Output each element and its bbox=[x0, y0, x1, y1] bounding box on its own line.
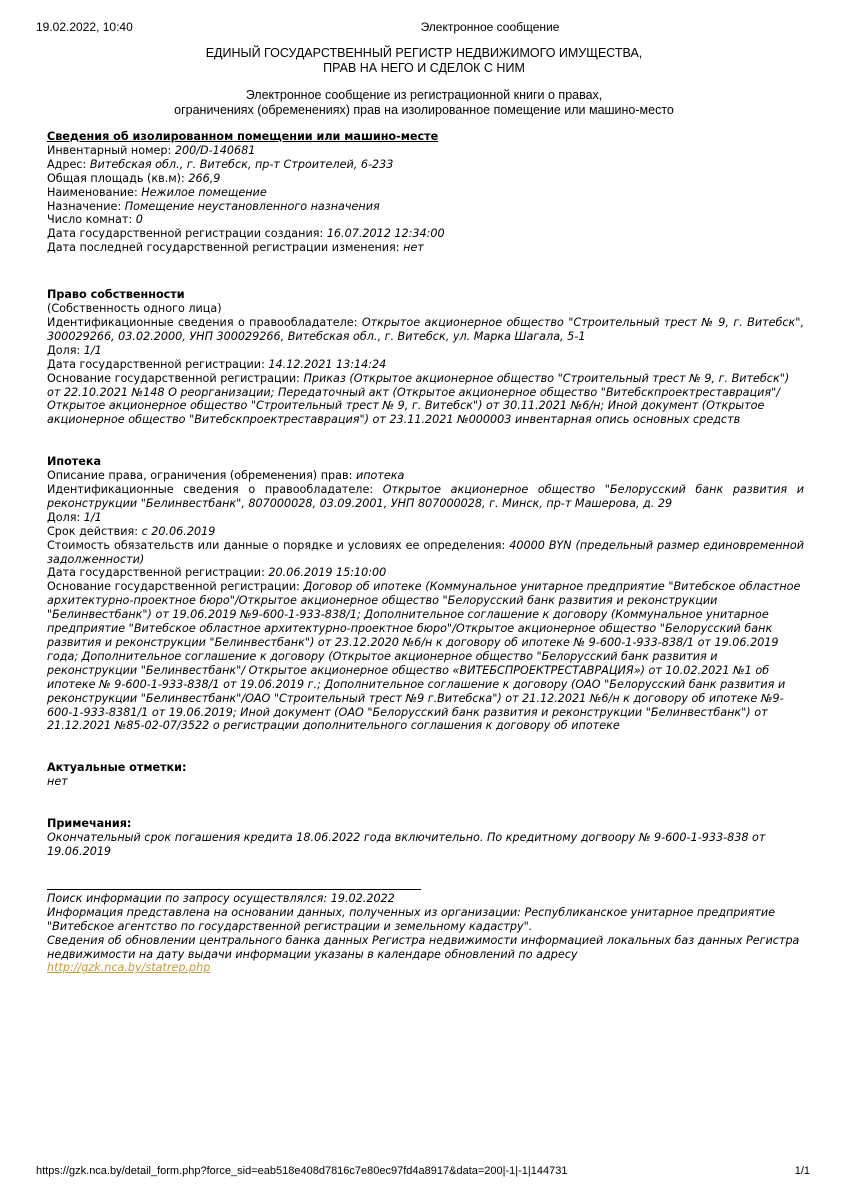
field-value: нет bbox=[403, 241, 424, 255]
field-label: Стоимость обязательств или данные о порядке и условиях ее определения: bbox=[47, 538, 510, 552]
document-title-line: ЕДИНЫЙ ГОСУДАРСТВЕННЫЙ РЕГИСТР НЕДВИЖИМОГО ИМУЩЕСТВА, bbox=[205, 46, 643, 60]
property-fields bbox=[47, 144, 804, 255]
current-marks-section bbox=[47, 761, 804, 789]
field-row bbox=[47, 525, 804, 539]
field-row bbox=[47, 511, 804, 525]
field-row bbox=[47, 186, 804, 200]
footer-section bbox=[47, 892, 804, 975]
field-row bbox=[47, 539, 804, 567]
field-value: ипотека bbox=[355, 469, 405, 483]
field-value: Договор об ипотеке (Коммунальное унитарное предприятие "Витебское областное архитектурно-проектное бюро"/Открытое акционерное общество "Белорусский банк развития и реконструкции "Белинвестбанк") от 19.06.2019 №9-600-1-933-838/1; Дополнительное соглашение к договору (Коммунальное унитарное предприятие "Витебское областное архитектурно-проектное бюро"/Открытое акционерное общество "Белорусский банк развития и реконструкции "Белинвестбанк") от 23.12.2020 №6/н к договору об ипотеке № 9-600-1-933-838/1 от 19.06.2019 года; Дополнительное соглашение к договору (Открытое акционерное общество "Белорусский банк развития и реконструкции "Белинвестбанк"/ Открытое акционерное общество «ВИТЕБСПРОЕКТРЕСТАВРАЦИЯ») от 10.02.2021 №1 об ипотеке № 9-600-1-933-838/1 от 19.06.2019 г.; Дополнительное соглашение к договору (ОАО "Белорусский банк развития и реконструкции "Белинвестбанк"/ОАО "Строительный трест №9 г.Витебска") от 21.12.2021 №6/н к договору об ипотеке №9-600-1-933-8381/1 от 19.06.2019; Иной документ (ОАО "Белорусский банк развития и реконструкции "Белинвестбанк") от 21.12.2021 №85-02-07/3522 о регистрации дополнительного соглашения к договору об ипотеке bbox=[47, 580, 801, 733]
field-row bbox=[47, 344, 804, 358]
current-marks-value: нет bbox=[47, 775, 68, 789]
field-row bbox=[47, 358, 804, 372]
ownership-section bbox=[47, 288, 804, 427]
field-row bbox=[47, 372, 804, 428]
document-subtitle bbox=[0, 88, 848, 118]
field-row bbox=[47, 227, 804, 241]
field-value: 1/1 bbox=[83, 343, 102, 357]
ownership-fields bbox=[47, 316, 804, 427]
field-row bbox=[47, 144, 804, 158]
statrep-link[interactable]: http://gzk.nca.by/statrep.php bbox=[47, 961, 211, 975]
field-row bbox=[47, 469, 804, 483]
current-marks-heading: Актуальные отметки: bbox=[47, 761, 187, 775]
field-row bbox=[47, 566, 804, 580]
field-label: Общая площадь (кв.м): bbox=[47, 171, 189, 185]
mortgage-heading: Ипотека bbox=[47, 455, 101, 469]
field-value: 0 bbox=[135, 213, 143, 227]
field-label: Описание права, ограничения (обременения) прав: bbox=[47, 469, 356, 483]
field-label: Дата последней государственной регистрации изменения: bbox=[47, 241, 404, 255]
field-value: 20.06.2019 15:10:00 bbox=[268, 566, 387, 580]
field-label: Адрес: bbox=[47, 157, 90, 171]
field-value: 1/1 bbox=[83, 510, 102, 524]
field-value: 14.12.2021 13:14:24 bbox=[268, 357, 387, 371]
field-label: Дата государственной регистрации: bbox=[47, 566, 269, 580]
field-value: 16.07.2012 12:34:00 bbox=[326, 227, 445, 241]
footer-search-date: Поиск информации по запросу осуществлялся: 19.02.2022 bbox=[47, 891, 395, 905]
field-value: Нежилое помещение bbox=[141, 185, 267, 199]
field-row bbox=[47, 580, 804, 733]
field-row bbox=[47, 316, 804, 344]
field-value: Витебская обл., г. Витебск, пр-т Строителей, 6-233 bbox=[89, 157, 394, 171]
document-title-line: ПРАВ НА НЕГО И СДЕЛОК С НИМ bbox=[323, 61, 525, 75]
field-value: Помещение неустановленного назначения bbox=[124, 199, 380, 213]
notes-section bbox=[47, 817, 804, 859]
print-title: Электронное сообщение bbox=[420, 20, 560, 34]
field-label: Основание государственной регистрации: bbox=[47, 580, 304, 594]
field-label: Число комнат: bbox=[47, 213, 136, 227]
field-row bbox=[47, 483, 804, 511]
document-body bbox=[47, 130, 804, 975]
ownership-heading: Право собственности bbox=[47, 288, 185, 302]
print-page-number: 1/1 bbox=[794, 1165, 810, 1177]
footer-update-info: Сведения об обновлении центрального банка данных Регистра недвижимости информацией локальных баз данных Регистра недвижимости на дату выдачи информации указаны в календаре обновлений по адресу bbox=[47, 933, 800, 961]
footer-source: Информация представлена на основании данных, полученных из организации: Республиканское унитарное предприятие "Витебское агентство по государственной регистрации и земельному кадастру". bbox=[47, 905, 776, 933]
field-row bbox=[47, 213, 804, 227]
field-label: Срок действия: bbox=[47, 524, 142, 538]
notes-heading: Примечания: bbox=[47, 817, 132, 831]
property-heading: Сведения об изолированном помещении или машино-месте bbox=[47, 130, 439, 143]
field-row bbox=[47, 158, 804, 172]
print-url: https://gzk.nca.by/detail_form.php?force_sid=eab518e408d7816c7e80ec97fd4a8917&data=200|-1|-1|144731 bbox=[36, 1165, 568, 1177]
field-value: Открытое акционерное общество "Белорусский банк развития и реконструкции "Белинвестбанк", 807000028, 03.09.2001, УНП 807000028, г. Минск, пр-т Машерова, д. 29 bbox=[47, 483, 804, 510]
field-label: Доля: bbox=[47, 510, 84, 524]
field-label: Основание государственной регистрации: bbox=[47, 371, 304, 385]
field-label: Инвентарный номер: bbox=[47, 143, 175, 157]
mortgage-section bbox=[47, 455, 804, 733]
notes-value: Окончательный срок погашения кредита 18.06.2022 года включительно. По кредитному догвоору № 9-600-1-933-838 от 19.06.2019 bbox=[47, 831, 766, 858]
document-subtitle-line: Электронное сообщение из регистрационной книги о правах, bbox=[245, 88, 603, 102]
field-value: 200/D-140681 bbox=[174, 143, 256, 157]
field-label: Наименование: bbox=[47, 185, 142, 199]
field-label: Дата государственной регистрации создания: bbox=[47, 227, 327, 241]
field-label: Доля: bbox=[47, 343, 84, 357]
field-value: с 20.06.2019 bbox=[141, 524, 216, 538]
mortgage-fields bbox=[47, 469, 804, 733]
field-row bbox=[47, 241, 804, 255]
document-title bbox=[0, 46, 848, 76]
property-section bbox=[47, 130, 804, 255]
field-value: Открытое акционерное общество "Строительный трест № 9, г. Витебск", 300029266, 03.02.2000, УНП 300029266, Витебская обл., г. Витебск, ул. Марка Шагала, 5-1 bbox=[47, 315, 804, 343]
field-value: 266,9 bbox=[188, 171, 221, 185]
print-datetime: 19.02.2022, 10:40 bbox=[36, 20, 133, 34]
field-value: 40000 BYN (предельный размер единовременной задолженности) bbox=[47, 538, 804, 566]
footer-divider bbox=[47, 889, 421, 890]
field-label: Идентификационные сведения о правообладателе: bbox=[47, 315, 362, 329]
document-subtitle-line: ограничениях (обременениях) прав на изолированное помещение или машино-место bbox=[174, 103, 674, 117]
field-row bbox=[47, 200, 804, 214]
field-value: Приказ (Открытое акционерное общество "Строительный трест № 9, г. Витебск") от 22.10.2021 №148 О реорганизации; Передаточный акт (Открытое акционерное общество "Витебскпроектреставрация"/Открытое акционерное общество "Строительный трест № 9, г. Витебск") от 30.11.2021 №6/н; Иной документ (Открытое акционерное общество "Витебскпроектреставрация") от 23.11.2021 №000003 инвентарная опись основных средств bbox=[47, 371, 790, 427]
field-label: Идентификационные сведения о правообладателе: bbox=[47, 483, 383, 497]
field-row bbox=[47, 172, 804, 186]
field-label: Назначение: bbox=[47, 199, 125, 213]
ownership-type: (Собственность одного лица) bbox=[47, 302, 222, 316]
field-label: Дата государственной регистрации: bbox=[47, 357, 269, 371]
